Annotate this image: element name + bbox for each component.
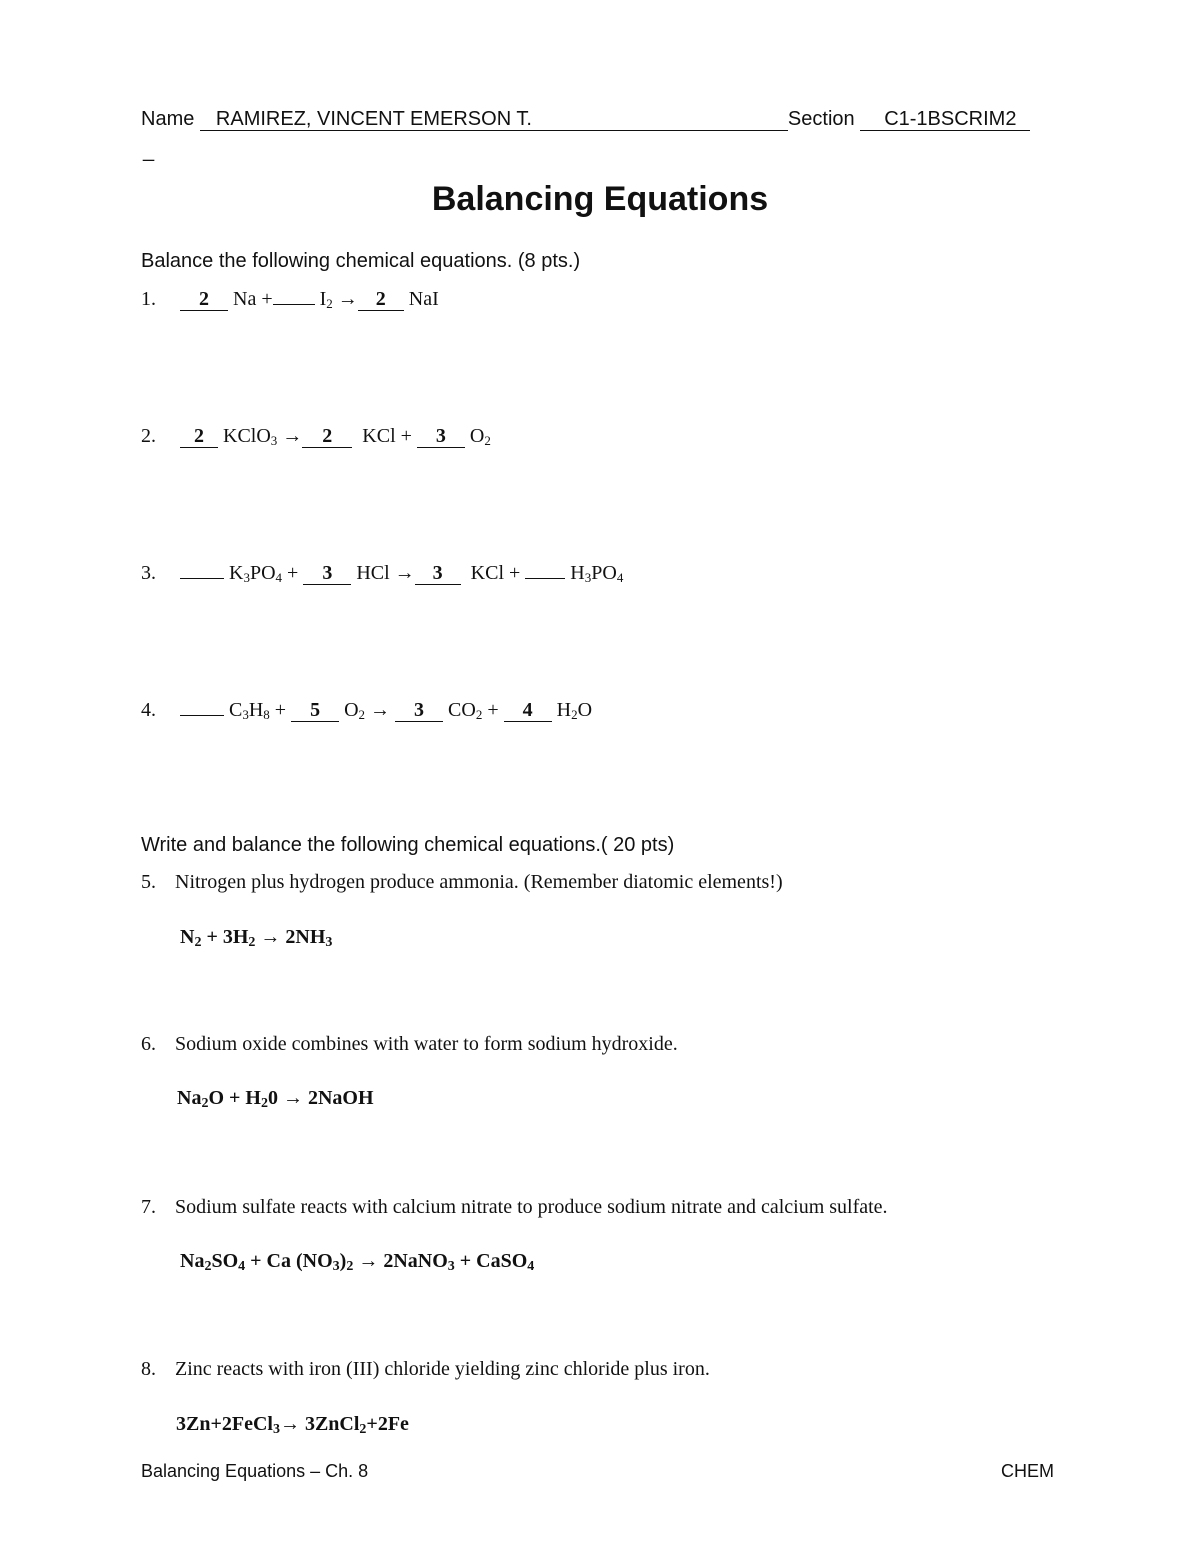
question-number: 5. [141,871,156,893]
coefficient-blank[interactable] [525,578,565,579]
question-text: Sodium oxide combines with water to form sodium hydroxide. [175,1033,678,1055]
coefficient-blank[interactable]: 3 [417,425,465,448]
coefficient-blank[interactable]: 3 [303,562,351,585]
coefficient-blank[interactable]: 2 [302,425,352,448]
equation-2: 2. 2 KClO$_3$ → 2 KCl + 3 $O_2$ [141,425,491,448]
equation-3: 3. $K_3PO_4 + 3$ HCl → 3 KCl + $H_3PO_4$ [141,562,624,585]
question-number: 1. [141,288,156,310]
stray-dash: _ [143,140,155,162]
equation-1: 1. 2 $Na + I_2 \to 2$ NaI [141,288,439,311]
name-label: Name [141,108,195,130]
coefficient-blank[interactable]: 3 [415,562,461,585]
coefficient-blank[interactable]: 2 [358,288,404,311]
answer-6: $Na_2O + H_20$ → 2NaOH [177,1087,374,1111]
footer-left: Balancing Equations – Ch. 8 [141,1461,369,1481]
question-6 [141,1033,678,1056]
coefficient-blank[interactable] [180,715,224,716]
question-text: Zinc reacts with iron (III) chloride yielding zinc chloride plus iron. [175,1358,710,1380]
name-section-row [141,108,1030,131]
question-number: 4. [141,699,156,721]
equation-4: 4. $C_3H_8 + 5$ $O_2 \to 3$ $CO_2 + 4$ $H_2O$ [141,699,593,722]
coefficient-blank[interactable]: 5 [291,699,339,722]
answer-5: $N_2 + 3H_2 \to 2NH_3$ [180,926,333,950]
question-number: 6. [141,1033,156,1055]
question-number: 7. [141,1196,156,1218]
question-text: Sodium sulfate reacts with calcium nitrate to produce sodium nitrate and calcium sulfate. [175,1196,888,1218]
answer-7: $Na_2SO_4 + Ca$ $(NO_3)_2$ → 2NaNO$_3$ + CaSO$_4$ [180,1250,535,1274]
coefficient-blank[interactable]: 2 [180,425,218,448]
coefficient-blank[interactable] [180,578,224,579]
question-number: 8. [141,1358,156,1380]
page-title: Balancing Equations [431,180,769,218]
part1-instruction: Balance the following chemical equations. (8 pts.) [141,250,581,272]
question-number: 2. [141,425,156,447]
name-field[interactable]: RAMIREZ, VINCENT EMERSON T. [200,108,788,131]
question-8 [141,1358,710,1381]
coefficient-blank[interactable]: 4 [504,699,552,722]
section-label: Section [787,108,855,130]
answer-8: 3Zn+2FeCl$_3$→ 3ZnCl$_2$+2Fe [176,1413,409,1437]
part2-instruction: Write and balance the following chemical equations.( 20 pts) [141,834,675,856]
footer-right: CHEM [1001,1461,1054,1481]
section-field[interactable]: C1-1BSCRIM2 [860,108,1030,131]
question-number: 3. [141,562,156,584]
coefficient-blank[interactable]: 2 [180,288,228,311]
coefficient-blank[interactable]: 3 [395,699,443,722]
question-5 [141,871,783,894]
coefficient-blank[interactable] [273,304,315,305]
question-7 [141,1196,888,1219]
question-text: Nitrogen plus hydrogen produce ammonia. (Remember diatomic elements!) [175,871,783,893]
